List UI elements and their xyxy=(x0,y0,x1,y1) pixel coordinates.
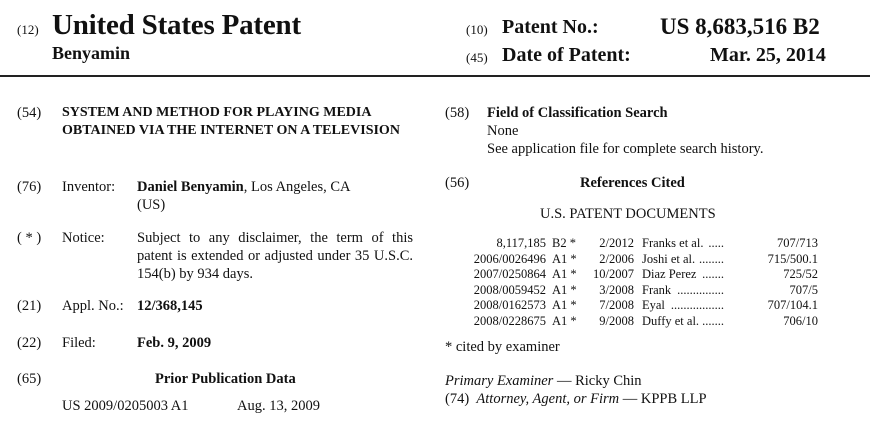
field-line-1: None xyxy=(487,123,519,139)
reference-row xyxy=(452,236,818,252)
attorney-line xyxy=(445,390,707,408)
ref-inventor: Eyal xyxy=(642,298,665,313)
reference-table xyxy=(452,236,818,330)
ref-class: 715/500.1 xyxy=(767,251,818,266)
code-10: (10) xyxy=(466,22,488,37)
ref-date: 7/2008 xyxy=(599,298,634,313)
reference-row xyxy=(452,252,818,268)
patent-title: SYSTEM AND METHOD FOR PLAYING MEDIA OBTAINED VIA THE INTERNET ON A TELEVISION xyxy=(62,105,400,138)
patent-number: US 8,683,516 B2 xyxy=(660,14,820,39)
code-45: (45) xyxy=(466,50,488,65)
ref-number: 2008/0228675 xyxy=(473,313,546,328)
notice-code: ( * ) xyxy=(17,230,42,246)
ref-kind: A1 * xyxy=(552,298,577,313)
notice-label: Notice: xyxy=(62,230,105,246)
ref-class: 725/52 xyxy=(783,267,818,282)
ref-date: 9/2008 xyxy=(599,313,634,328)
filed-date: Feb. 9, 2009 xyxy=(137,335,212,351)
ref-inventor: Joshi et al. xyxy=(642,251,696,266)
inventor-code: (76) xyxy=(17,179,42,195)
inventor-label: Inventor: xyxy=(62,179,116,195)
attorney-code: (74) xyxy=(445,391,470,407)
ref-number: 2007/0250864 xyxy=(473,267,546,282)
field-line-2: See application file for complete search history. xyxy=(487,141,764,157)
ref-kind: A1 * xyxy=(552,267,577,282)
reference-row xyxy=(452,298,818,314)
ref-number: 2006/0026496 xyxy=(473,251,546,266)
ref-class: 707/104.1 xyxy=(767,298,818,313)
title-code: (54) xyxy=(17,105,42,121)
ref-kind: A1 * xyxy=(552,313,577,328)
reference-row xyxy=(452,283,818,299)
appl-label: Appl. No.: xyxy=(62,298,124,314)
reference-row xyxy=(452,267,818,283)
code-12: (12) xyxy=(17,22,39,37)
ref-date: 2/2006 xyxy=(599,251,634,266)
prior-pub-date: Aug. 13, 2009 xyxy=(237,398,320,414)
ref-leader: ..... xyxy=(708,236,724,250)
ref-leader: ............... xyxy=(677,282,724,297)
inventor-location: , Los Angeles, CA xyxy=(243,179,351,195)
cited-by-examiner-note: * cited by examiner xyxy=(445,339,560,355)
ref-class: 707/5 xyxy=(789,282,818,297)
filed-label: Filed: xyxy=(62,335,96,351)
attorney-firm: — KPPB LLP xyxy=(619,391,707,407)
ref-inventor: Diaz Perez xyxy=(642,267,697,282)
examiner-label: Primary Examiner xyxy=(445,373,554,389)
ref-leader: ................. xyxy=(670,298,724,313)
ref-leader: ........ xyxy=(699,251,724,266)
prior-pub-code: (65) xyxy=(17,371,42,387)
inventor-country: (US) xyxy=(137,197,166,213)
field-code: (58) xyxy=(445,105,470,121)
header-divider xyxy=(0,75,870,77)
ref-date: 10/2007 xyxy=(593,267,634,282)
examiner-line xyxy=(445,372,642,390)
ref-inventor: Franks et al. xyxy=(642,236,704,250)
ref-date: 3/2008 xyxy=(599,282,634,297)
prior-pub-heading: Prior Publication Data xyxy=(155,371,296,387)
ref-class: 706/10 xyxy=(783,313,818,328)
ref-kind: A1 * xyxy=(552,282,577,297)
examiner-name: — Ricky Chin xyxy=(553,373,642,389)
filed-code: (22) xyxy=(17,335,42,351)
inventor-line xyxy=(137,178,350,196)
refs-code: (56) xyxy=(445,175,470,191)
notice-text: Subject to any disclaimer, the term of this patent is extended or adjusted under 35 U.S.C. 154(b) by 934 days. xyxy=(137,230,413,282)
ref-kind: A1 * xyxy=(552,251,577,266)
ref-class: 707/713 xyxy=(777,236,818,250)
reference-row xyxy=(452,314,818,330)
prior-pub-number: US 2009/0205003 A1 xyxy=(62,398,189,414)
date-of-patent: Mar. 25, 2014 xyxy=(710,44,826,66)
inventor-name: Daniel Benyamin xyxy=(137,179,244,195)
ref-leader: ....... xyxy=(702,267,724,282)
inventor-surname: Benyamin xyxy=(52,43,131,63)
ref-number: 2008/0162573 xyxy=(473,298,546,313)
ref-number: 2008/0059452 xyxy=(473,282,546,297)
ref-inventor: Frank xyxy=(642,282,672,297)
field-heading: Field of Classification Search xyxy=(487,105,668,121)
application-number: 12/368,145 xyxy=(137,298,203,314)
ref-date: 2/2012 xyxy=(599,236,634,250)
ref-number: 8,117,185 xyxy=(496,236,546,250)
appl-code: (21) xyxy=(17,298,42,314)
attorney-label: Attorney, Agent, or Firm xyxy=(476,391,620,407)
document-type: United States Patent xyxy=(52,9,301,41)
ref-inventor: Duffy et al. xyxy=(642,313,700,328)
patent-number-label: Patent No.: xyxy=(502,16,599,38)
date-of-patent-label: Date of Patent: xyxy=(502,44,631,66)
refs-heading: References Cited xyxy=(580,175,685,191)
ref-kind: B2 * xyxy=(552,236,576,250)
us-docs-heading: U.S. PATENT DOCUMENTS xyxy=(540,206,716,222)
ref-leader: ....... xyxy=(702,313,724,328)
